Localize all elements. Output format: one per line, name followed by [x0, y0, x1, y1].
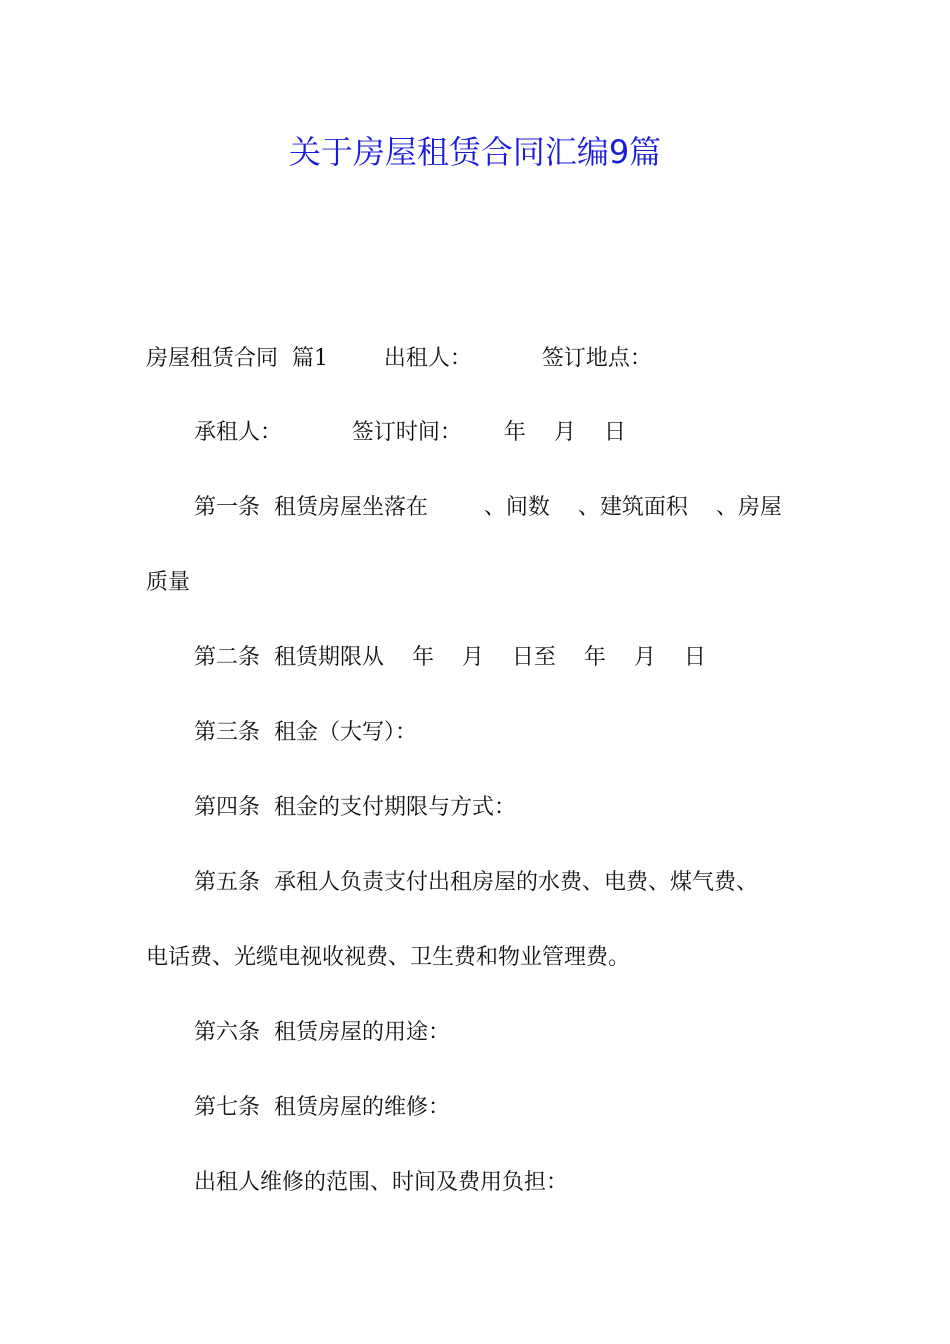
paragraph-line: 第七条 租赁房屋的维修： — [194, 1095, 450, 1120]
paragraph-line: 承租人： 签订时间： 年 月 日 — [194, 420, 626, 445]
paragraph-line: 第一条 租赁房屋坐落在 、间数 、建筑面积 、房屋 — [194, 495, 782, 520]
paragraph-line: 第六条 租赁房屋的用途： — [194, 1020, 450, 1045]
paragraph-line: 电话费、光缆电视收视费、卫生费和物业管理费。 — [146, 945, 631, 970]
paragraph-line: 出租人维修的范围、时间及费用负担： — [194, 1170, 569, 1195]
document-title: 关于房屋租赁合同汇编9篇 — [288, 133, 662, 171]
paragraph-line: 质量 — [146, 570, 191, 595]
paragraph-line: 第三条 租金（大写）： — [194, 720, 417, 745]
paragraph-line: 第四条 租金的支付期限与方式： — [194, 795, 516, 820]
paragraph-line: 第五条 承租人负责支付出租房屋的水费、电费、煤气费、 — [194, 870, 758, 895]
paragraph-line: 第二条 租赁期限从 年 月 日至 年 月 日 — [194, 645, 706, 670]
paragraph-line: 房屋租赁合同 篇1 出租人： 签订地点： — [146, 346, 652, 371]
